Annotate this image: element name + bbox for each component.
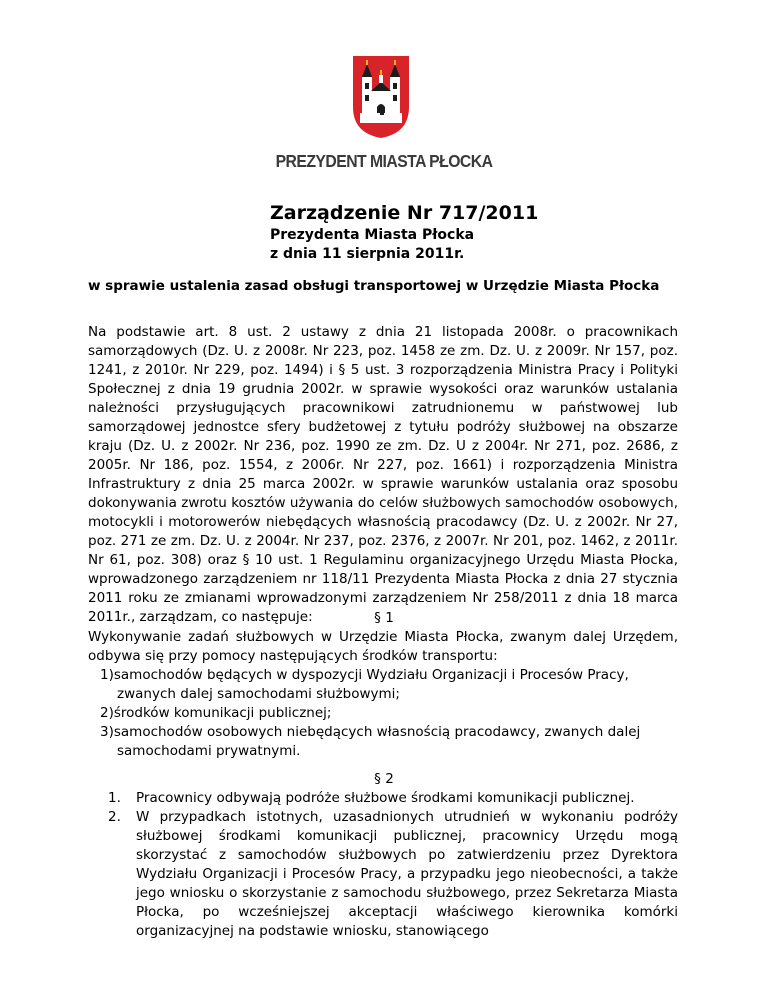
list-item-number: 3): [100, 724, 114, 740]
list-item: [108, 789, 678, 808]
list-item: [100, 666, 680, 704]
legal-basis-paragraph: Na podstawie art. 8 ust. 2 ustawy z dnia 21 listopada 2008r. o pracownikach samorządowych (Dz. U. z 2008r. Nr 223, poz. 1458 ze zm. Dz. U. z 2009r. Nr 157, poz. 1241, z 2010r. Nr 229, poz. 1494) i § 5 ust. 3 rozporządzenia Ministra Pracy i Polityki Społecznej z dnia 19 grudnia 2002r. w sprawie wysokości oraz warunków ustalania należności przysługujących pracownikowi zatrudnionemu w państwowej lub samorządowej jednostce sfery budżetowej z tytułu podróży służbowej na obszarze kraju (Dz. U. z 2002r. Nr 236, poz. 1990 ze zm. Dz. U z 2004r. Nr 271, poz. 2686, z 2005r. Nr 186, poz. 1554, z 2006r. Nr 227, poz. 1661) i rozporządzenia Ministra Infrastruktury z dnia 25 marca 2002r. w sprawie warunków ustalania oraz sposobu dokonywania zwrotu kosztów używania do celów służbowych samochodów osobowych, motocykli i motorowerów niebędących własnością pracodawcy (Dz. U. z 2002r. Nr 27, poz. 271 ze zm. Dz. U. z 2004r. Nr 237, poz. 2376, z 2007r. Nr 201, poz. 1462, z 2011r. Nr 61, poz. 308) oraz § 10 ust. 1 Regulaminu organizacyjnego Urzędu Miasta Płocka, wprowadzonego zarządzeniem nr 118/11 Prezydenta Miasta Płocka z dnia 27 stycznia 2011 roku ze zmianami wprowadzonymi zarządzeniem Nr 258/2011 z dnia 18 marca 2011r., zarządzam, co następuje:: [88, 324, 678, 625]
plock-coat-of-arms-icon: [352, 55, 410, 139]
list-item-text: środków komunikacji publicznej;: [113, 705, 332, 721]
list-item: [100, 704, 680, 723]
list-item-number: 1.: [108, 790, 121, 806]
section-2-list: [108, 789, 678, 941]
list-item: [100, 723, 680, 761]
list-item-continuation: samochodami prywatnymi.: [117, 743, 301, 759]
list-item-continuation: zwanych dalej samochodami służbowymi;: [117, 686, 400, 702]
list-item-number: 2): [100, 705, 114, 721]
title-block: [270, 200, 538, 264]
section-1-list: [100, 666, 680, 761]
document-subject: w sprawie ustalenia zasad obsługi transportowej w Urzędzie Miasta Płocka: [88, 278, 660, 294]
list-item-number: 1): [100, 667, 114, 683]
list-item-text: W przypadkach istotnych, uzasadnionych utrudnień w wykonaniu podróży służbowej środkami komunikacji publicznej, pracownicy Urzędu mogą skorzystać z samochodów służbowych po zatwierdzeniu przez Dyrektora Wydziału Organizacji i Procesów Pracy, a przypadku jego nieobecności, a także jego wniosku o skorzystanie z samochodu służbowego, przez Sekretarza Miasta Płocka, po wcześniejszej akceptacji właściwego kierownika komórki organizacyjnej na podstawie wniosku, stanowiącego: [136, 809, 678, 939]
list-item-text: samochodów osobowych niebędących własnością pracodawcy, zwanych dalej: [113, 724, 641, 740]
document-date: z dnia 11 sierpnia 2011r.: [270, 246, 465, 262]
document-issuer: Prezydenta Miasta Płocka: [270, 227, 475, 243]
issuing-authority: PREZYDENT MIASTA PŁOCKA: [275, 151, 493, 171]
document-title: Zarządzenie Nr 717/2011: [270, 202, 539, 224]
section-1-intro: Wykonywanie zadań służbowych w Urzędzie Miasta Płocka, zwanym dalej Urzędem, odbywa się przy pomocy następujących środków transportu:: [88, 629, 678, 664]
list-item: [108, 808, 678, 941]
list-item-text: samochodów będących w dyspozycji Wydziału Organizacji i Procesów Pracy,: [113, 667, 629, 683]
list-item-number: 2.: [108, 809, 121, 825]
section-2-sign: § 2: [374, 771, 394, 787]
section-1-sign: § 1: [374, 610, 394, 626]
list-item-text: Pracownicy odbywają podróże służbowe środkami komunikacji publicznej.: [136, 790, 635, 806]
